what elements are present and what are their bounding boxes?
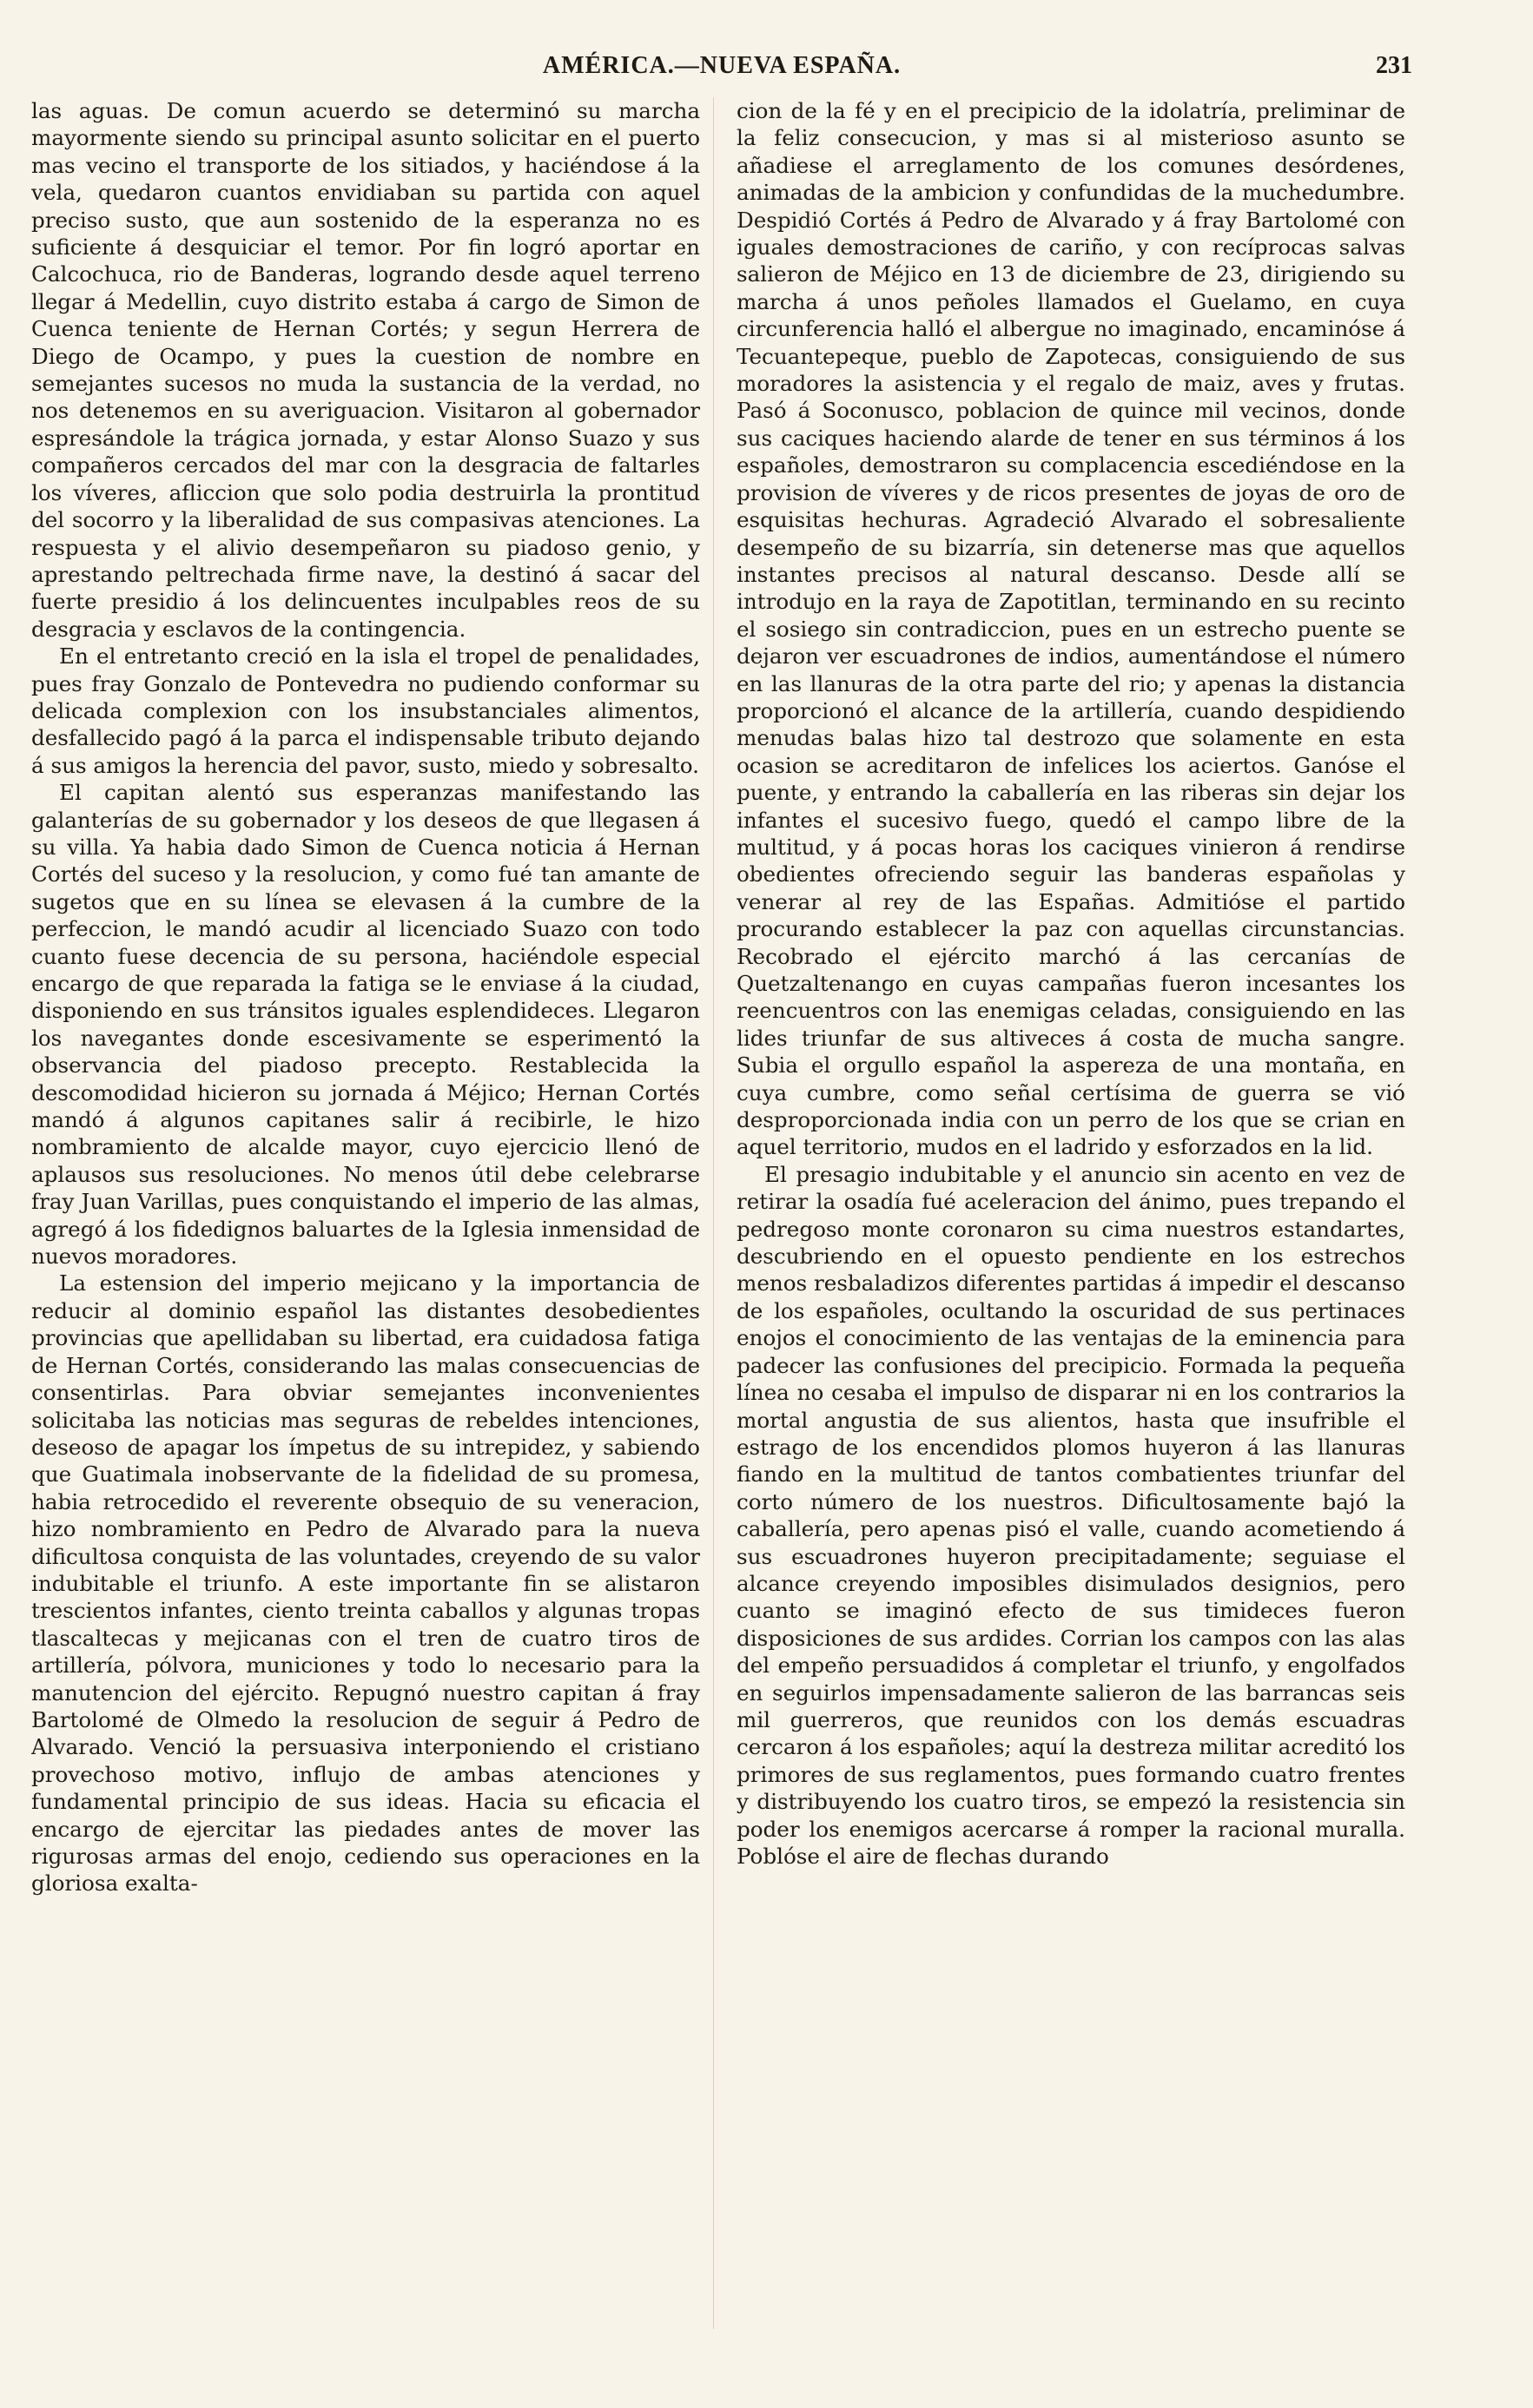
running-title: AMÉRICA.—NUEVA ESPAÑA. xyxy=(542,52,902,79)
right-paragraph-1: cion de la fé y en el precipicio de la idolatría, preliminar de la feliz consecucion, y mas si al misterioso asunto se añadiese el arreglamento de los comunes desórdenes, animadas de la ambicion y confundidas de la muchedumbre. Despidió Cortés á Pedro de Alvarado y á fray Bartolomé con iguales demostraciones de cariño, y con recíprocas salvas salieron de Méjico en 13 de diciembre de 23, dirigiendo su marcha á unos peñoles llamados el Guelamo, en cuya circunferencia halló el albergue no imaginado, encaminóse á Tecuantepeque, pueblo de Zapotecas, consiguiendo de sus moradores la asistencia y el regalo de maiz, aves y frutas. Pasó á Soconusco, poblacion de quince mil vecinos, donde sus caciques haciendo alarde de tener en sus términos á los españoles, demostraron su complacencia escediéndose en la provision de víveres y de ricos presentes de joyas de oro de esquisitas hechuras. Agradeció Alvarado el sobresaliente desempeño de su bizarría, sin detenerse mas que aquellos instantes precisos al natural descanso. Desde allí se introdujo en la raya de Zapotitlan, terminando en su recinto el sosiego sin contradiccion, pues en un estrecho puente se dejaron ver escuadrones de indios, aumentándose el número en las llanuras de la otra parte del rio; y apenas la distancia proporcionó el alcance de la artillería, cuando despidiendo menudas balas hizo tal destrozo que solamente en esta ocasion se acreditaron de infelices los aciertos. Ganóse el puente, y entrando la caballería en las riberas sin dejar los infantes el sucesivo fuego, quedó el campo libre de la multitud, y á pocas horas los caciques vinieron á rendirse obedientes ofreciendo seguir las banderas españolas y venerar al rey de las Españas. Admitióse el partido procurando establecer la paz con aquellas circunstancias. Recobrado el ejército marchó á las cercanías de Quetzaltenango en cuyas campañas fueron incesantes los reencuentros con las enemigas celadas, consiguiendo en las lides triunfar de sus altiveces á costa de mucha sangre. Subia el orgullo español la aspereza de una montaña, en cuya cumbre, como señal certísima de guerra se vió desproporcionada india con un perro de los que se crian en aquel territorio, mudos en el ladrido y esforzados en la lid. xyxy=(737,98,1405,1160)
left-paragraph-1: las aguas. De comun acuerdo se determinó su marcha mayormente siendo su principal asunto solicitar en el puerto mas vecino el transporte de los sitiados, y haciéndose á la vela, quedaron cuantos envidiaban su partida con aquel preciso susto, que aun sostenido de la esperanza no es suficiente á desquiciar el temor. Por fin logró aportar en Calcochuca, rio de Banderas, logrando desde aquel terreno llegar á Medellin, cuyo distrito estaba á cargo de Simon de Cuenca teniente de Hernan Cortés; y segun Herrera de Diego de Ocampo, y pues la cuestion de nombre en semejantes sucesos no muda la sustancia de la verdad, no nos detenemos en su averiguacion. Visitaron al gobernador espresándole la trágica jornada, y estar Alonso Suazo y sus compañeros cercados del mar con la desgracia de faltarles los víveres, afliccion que solo podia destruirla la prontitud del socorro y la liberalidad de sus compasivas atenciones. La respuesta y el alivio desempeñaron su piadoso genio, y aprestando peltrechada firme nave, la destinó á sacar del fuerte presidio á los delincuentes inculpables reos de su desgracia y esclavos de la contingencia. xyxy=(31,98,700,642)
right-column xyxy=(737,97,1405,2329)
left-paragraph-2: En el entretanto creció en la isla el tropel de penalidades, pues fray Gonzalo de Pontevedra no pudiendo conformar su delicada complexion con los insubstanciales alimentos, desfallecido pagó á la parca el indispensable tributo dejando á sus amigos la herencia del pavor, susto, miedo y sobresalto. xyxy=(31,643,700,778)
page-number: 231 xyxy=(1376,52,1412,79)
left-paragraph-3: El capitan alentó sus esperanzas manifestando las galanterías de su gobernador y los deseos de que llegasen á su villa. Ya habia dado Simon de Cuenca noticia á Hernan Cortés del suceso y la resolucion, y como fué tan amante de sugetos que en su línea se elevasen á la cumbre de la perfeccion, le mandó acudir al licenciado Suazo con todo cuanto fuese decencia de su persona, haciéndole especial encargo de que reparada la fatiga se le enviase á la ciudad, disponiendo en sus tránsitos iguales esplendideces. Llegaron los navegantes donde escesivamente se esperimentó la observancia del piadoso precepto. Restablecida la descomodidad hicieron su jornada á Méjico; Hernan Cortés mandó á algunos capitanes salir á recibirle, le hizo nombramiento de alcalde mayor, cuyo ejercicio llenó de aplausos sus resoluciones. No menos útil debe celebrarse fray Juan Varillas, pues conquistando el imperio de las almas, agregó á los fidedignos baluartes de la Iglesia inmensidad de nuevos moradores. xyxy=(31,780,700,1270)
column-divider xyxy=(713,97,714,2329)
page-header xyxy=(31,52,1412,90)
left-paragraph-4: La estension del imperio mejicano y la importancia de reducir al dominio español las distantes desobedientes provincias que apellidaban su libertad, era cuidadosa fatiga de Hernan Cortés, considerando las malas consecuencias de consentirlas. Para obviar semejantes inconvenientes solicitaba las noticias mas seguras de rebeldes intenciones, deseoso de apagar los ímpetus de su intrepidez, y sabiendo que Guatimala inobservante de la fidelidad de su promesa, habia retrocedido el reverente obsequio de su veneracion, hizo nombramiento en Pedro de Alvarado para la nueva dificultosa conquista de las voluntades, creyendo de su valor indubitable el triunfo. A este importante fin se alistaron trescientos infantes, ciento treinta caballos y algunas tropas tlascaltecas y mejicanas con el tren de cuatro tiros de artillería, pólvora, municiones y todo lo necesario para la manutencion del ejército. Repugnó nuestro capitan á fray Bartolomé de Olmedo la resolucion de seguir á Pedro de Alvarado. Venció la persuasiva interponiendo el cristiano provechoso motivo, influjo de ambas atenciones y fundamental principio de sus ideas. Hacia su eficacia el encargo de ejercitar las piedades antes de mover las rigurosas armas del enojo, cediendo sus operaciones en la gloriosa exalta- xyxy=(31,1270,700,1897)
left-column xyxy=(31,97,700,2329)
right-paragraph-2: El presagio indubitable y el anuncio sin acento en vez de retirar la osadía fué aceleracion del ánimo, pues trepando el pedregoso monte coronaron su cima nuestros estandartes, descubriendo en el opuesto pendiente en los estrechos menos resbaladizos diferentes partidas á impedir el descanso de los españoles, ocultando la oscuridad de sus pertinaces enojos el conocimiento de las ventajas de la eminencia para padecer las confusiones del precipicio. Formada la pequeña línea no cesaba el impulso de disparar ni en los contrarios la mortal angustia de sus alientos, hasta que insufrible el estrago de los encendidos plomos huyeron á las llanuras fiando en la multitud de tantos combatientes triunfar del corto número de los nuestros. Dificultosamente bajó la caballería, pero apenas pisó el valle, cuando acometiendo á sus escuadrones huyeron precipitadamente; seguiase el alcance creyendo imposibles disimulados designios, pero cuanto se imaginó efecto de sus timideces fueron disposiciones de sus ardides. Corrian los campos con las alas del empeño persuadidos á completar el triunfo, y engolfados en seguirlos impensadamente salieron de las barrancas seis mil guerreros, que reunidos con los demás escuadras cercaron á los españoles; aquí la destreza militar acreditó los primores de sus reglamentos, pues formando cuatro frentes y distribuyendo los cuatro tiros, se empezó la resistencia sin poder los enemigos acercarse á romper la racional muralla. Poblóse el aire de flechas durando xyxy=(737,1161,1405,1869)
